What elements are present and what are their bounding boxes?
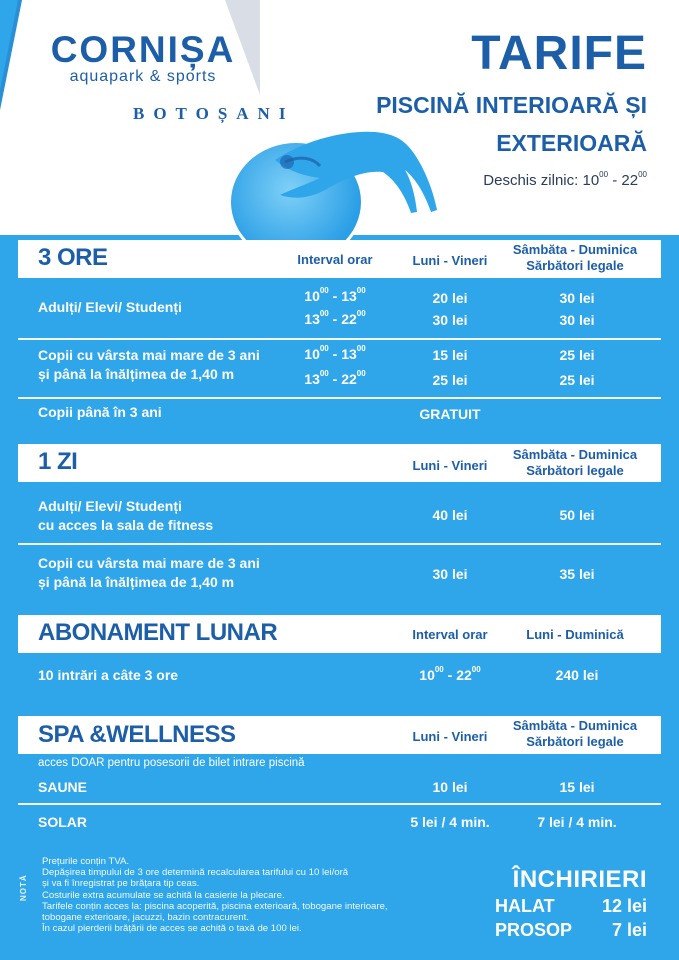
opening-hours-dash: - 22 <box>608 172 639 189</box>
row-label-line2: și până la înălțimea de 1,40 m <box>38 574 235 590</box>
time-sup: 00 <box>434 665 444 674</box>
logo-brand: CORNIȘA <box>50 29 236 70</box>
row-label-children-3h <box>38 346 260 384</box>
section-title-abonament: ABONAMENT LUNAR <box>38 619 278 646</box>
section-title-3-ore: 3 ORE <box>38 244 108 271</box>
rental-price: 7 lei <box>611 920 647 940</box>
row-label-monthly: 10 intrări a câte 3 ore <box>38 667 179 683</box>
row-divider <box>18 803 661 805</box>
note-line: tobogane exterioare, jacuzzi, bazin contracurent. <box>42 912 249 924</box>
page-title: TARIFE <box>471 27 647 80</box>
col-head-weekend-line2: Sărbători legale <box>526 258 624 273</box>
col-head-weekend-line1: Sâmbăta - Duminica <box>512 447 638 462</box>
notes-side-label: NOTĂ <box>19 874 28 902</box>
price-weekend: 35 lei <box>559 566 595 582</box>
price-free: GRATUIT <box>419 406 481 422</box>
row-label-toddlers: Copii până în 3 ani <box>38 404 162 420</box>
col-head-weekend-line2: Sărbători legale <box>526 734 624 749</box>
opening-hours-sup: 00 <box>599 170 609 179</box>
note-line: Tarifele conțin acces la: piscina acoperită, piscina exterioară, tobogane interioare, <box>42 900 388 912</box>
rental-price: 12 lei <box>601 896 647 916</box>
row-label-saune: SAUNE <box>38 779 88 795</box>
price-weekend: 30 lei <box>559 312 595 328</box>
row-label-line1: Copii cu vârsta mai mare de 3 ani <box>38 555 260 571</box>
time-sup: 00 <box>356 309 366 318</box>
time-slot: $10^{00} - 22^{00}$ <box>419 665 481 683</box>
row-label-adults-3h: Adulți/ Elevi/ Studenți <box>38 299 182 315</box>
opening-hours <box>376 172 647 190</box>
col-head-weekend-line2: Sărbători legale <box>526 463 624 478</box>
time-end: 13 <box>341 288 357 304</box>
rental-item <box>495 894 647 918</box>
row-divider <box>18 338 661 340</box>
col-head-weekend <box>500 718 650 750</box>
price-weekend: 30 lei <box>559 290 595 306</box>
col-head-weekend-line1: Sâmbăta - Duminica <box>512 718 638 733</box>
time-sup: 00 <box>356 344 366 353</box>
time-sup: 00 <box>319 309 329 318</box>
section-title-spa: SPA &WELLNESS <box>38 721 236 748</box>
opening-hours-label: Deschis zilnic: 10 <box>483 172 600 189</box>
price-monthly: 240 lei <box>555 667 599 683</box>
note-line: Prețurile conțin TVA. <box>42 856 130 867</box>
rental-label: HALAT <box>495 896 555 916</box>
time-end: 22 <box>341 371 357 387</box>
spa-access-note: acces DOAR pentru posesorii de bilet intrare piscină <box>38 757 305 769</box>
col-head-interval: Interval orar <box>412 627 488 642</box>
rentals-title: ÎNCHIRIERI <box>512 866 647 893</box>
row-divider <box>18 543 661 545</box>
price-weekend: 50 lei <box>559 507 595 523</box>
note-line: Depășirea timpului de 3 ore determină recalcularea tarifului cu 10 lei/oră <box>42 867 349 879</box>
notes-block <box>42 856 472 934</box>
time-slot: $13^{00} - 22^{00}$ <box>304 369 366 387</box>
rentals-block <box>495 866 647 942</box>
price-weekday: 5 lei / 4 min. <box>410 814 490 830</box>
note-line: Costurile extra acumulate se achită la casierie la plecare. <box>42 889 285 901</box>
time-start: 10 <box>304 288 320 304</box>
time-sup: 00 <box>319 286 329 295</box>
rental-label: PROSOP <box>495 920 573 940</box>
price-weekend: 25 lei <box>559 372 595 388</box>
price-weekday: 25 lei <box>432 372 468 388</box>
time-start: 13 <box>304 311 320 327</box>
note-line: În cazul pierderii brățării de acces se achită o taxă de 100 lei. <box>42 923 302 935</box>
col-head-weekday: Luni - Vineri <box>412 729 488 744</box>
row-label-solar: SOLAR <box>38 814 87 830</box>
time-sup: 00 <box>471 665 481 674</box>
price-weekend: 25 lei <box>559 347 595 363</box>
price-weekday: 10 lei <box>432 779 468 795</box>
logo <box>38 29 295 124</box>
row-label-line2: cu acces la sala de fitness <box>38 517 214 533</box>
row-label-adults-day <box>38 497 213 535</box>
price-weekend: 7 lei / 4 min. <box>537 814 617 830</box>
opening-hours-sup: 00 <box>638 170 647 179</box>
price-weekend: 15 lei <box>559 779 595 795</box>
price-weekday: 30 lei <box>432 312 468 328</box>
time-start: 13 <box>304 371 320 387</box>
row-label-line1: Copii cu vârsta mai mare de 3 ani <box>38 347 260 363</box>
col-head-all-week: Luni - Duminică <box>526 627 624 642</box>
rental-item <box>495 918 647 942</box>
col-head-interval: Interval orar <box>297 252 373 267</box>
col-head-weekday: Luni - Vineri <box>412 458 488 473</box>
price-weekday: 20 lei <box>432 290 468 306</box>
time-end: 22 <box>341 311 357 327</box>
time-start: 10 <box>304 346 320 362</box>
row-label-children-day <box>38 554 260 592</box>
page-title-block <box>376 28 647 190</box>
time-start: 10 <box>419 667 435 683</box>
price-weekday: 30 lei <box>432 566 468 582</box>
time-end: 13 <box>341 346 357 362</box>
time-slot: $13^{00} - 22^{00}$ <box>304 309 366 327</box>
col-head-weekend <box>500 242 650 274</box>
col-head-weekend-line1: Sâmbăta - Duminica <box>512 242 638 257</box>
row-divider <box>18 397 661 399</box>
time-sup: 00 <box>356 369 366 378</box>
row-label-line1: Adulți/ Elevi/ Studenți <box>38 498 182 514</box>
time-slot: $10^{00} - 13^{00}$ <box>304 344 366 362</box>
section-title-1-zi: 1 ZI <box>38 448 78 475</box>
page-subtitle-line1: PISCINĂ INTERIOARĂ ȘI <box>376 92 647 118</box>
logo-city: BOTOȘANI <box>133 104 295 123</box>
price-weekday: 40 lei <box>432 507 468 523</box>
time-sup: 00 <box>356 286 366 295</box>
col-head-weekend <box>500 447 650 479</box>
page-subtitle-line2: EXTERIOARĂ <box>496 130 647 156</box>
time-end: 22 <box>456 667 472 683</box>
time-slot: $10^{00} - 13^{00}$ <box>304 286 366 304</box>
time-sup: 00 <box>319 344 329 353</box>
row-label-line2: și până la înălțimea de 1,40 m <box>38 366 235 382</box>
col-head-weekday: Luni - Vineri <box>412 253 488 268</box>
logo-subtitle: aquapark & sports <box>69 68 217 85</box>
time-sup: 00 <box>319 369 329 378</box>
note-line: și va fi înregistrat pe brățara tip ceas. <box>42 878 200 890</box>
price-weekday: 15 lei <box>432 347 468 363</box>
